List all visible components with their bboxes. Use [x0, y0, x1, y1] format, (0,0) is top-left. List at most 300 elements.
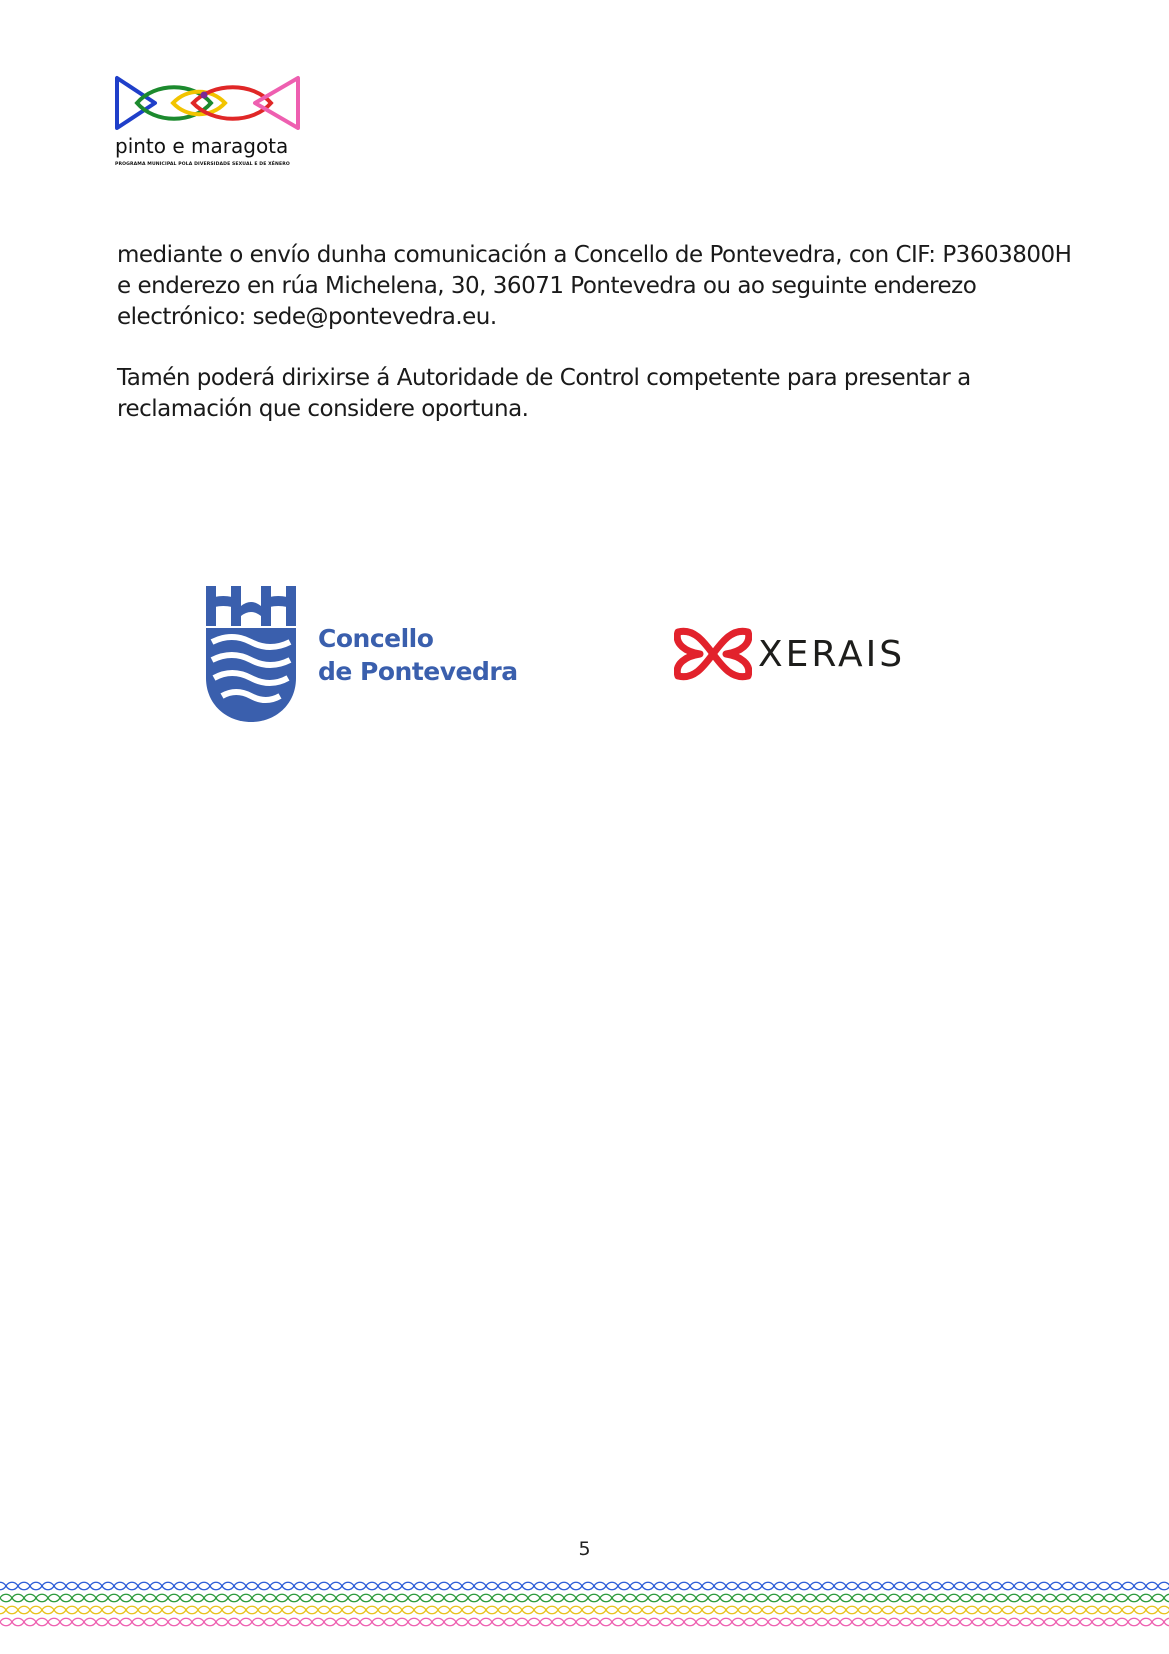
fish-border-segment — [846, 1606, 858, 1614]
fish-border-segment — [1152, 1594, 1164, 1602]
fish-border-segment — [246, 1582, 258, 1590]
fish-border-segment — [210, 1606, 222, 1614]
fish-border-segment — [576, 1594, 588, 1602]
fish-border-segment — [174, 1582, 186, 1590]
fish-border-segment — [1110, 1606, 1122, 1614]
fish-border-segment — [726, 1582, 738, 1590]
fish-border-segment — [990, 1582, 1002, 1590]
fish-border-segment — [846, 1582, 858, 1590]
fish-border-segment — [288, 1618, 300, 1626]
fish-border-segment — [516, 1618, 528, 1626]
fish-border-segment — [750, 1606, 762, 1614]
fish-border-segment — [414, 1606, 426, 1614]
fish-border-segment — [1086, 1606, 1098, 1614]
fish-border-segment — [1164, 1594, 1169, 1602]
fish-border-segment — [264, 1618, 276, 1626]
fish-border-segment — [870, 1606, 882, 1614]
fish-border-segment — [654, 1606, 666, 1614]
fish-border-segment — [1002, 1582, 1014, 1590]
fish-border-segment — [72, 1594, 84, 1602]
fish-border-segment — [462, 1582, 474, 1590]
fish-border-segment — [666, 1582, 678, 1590]
fish-border-segment — [168, 1594, 180, 1602]
fish-border-segment — [1068, 1594, 1080, 1602]
fish-border-segment — [1050, 1582, 1062, 1590]
fish-border-segment — [708, 1618, 720, 1626]
fish-border-segment — [810, 1582, 822, 1590]
fish-border-segment — [1002, 1606, 1014, 1614]
fish-border-segment — [1092, 1618, 1104, 1626]
fish-border-segment — [54, 1606, 66, 1614]
fish-border-segment — [804, 1618, 816, 1626]
fish-border-segment — [402, 1582, 414, 1590]
fish-border-segment — [678, 1606, 690, 1614]
fish-border-segment — [192, 1618, 204, 1626]
fish-border-segment — [408, 1618, 420, 1626]
fish-border-segment — [894, 1606, 906, 1614]
pinto-e-maragota-logo — [115, 74, 305, 174]
fish-border-segment — [1056, 1594, 1068, 1602]
fish-border-segment — [852, 1618, 864, 1626]
fish-border-segment — [330, 1606, 342, 1614]
paragraph-2: Tamén poderá dirixirse á Autoridade de Control competente para presentar a reclamación que considere oportuna. — [117, 365, 971, 422]
fish-border-segment — [228, 1618, 240, 1626]
fish-border-segment — [900, 1594, 912, 1602]
fish-border-segment — [1092, 1594, 1104, 1602]
fish-border-segment — [672, 1594, 684, 1602]
fish-border-segment — [246, 1606, 258, 1614]
fish-border-segment — [996, 1594, 1008, 1602]
fish-border-segment — [396, 1618, 408, 1626]
fish-border-segment — [990, 1606, 1002, 1614]
fish-border-segment — [456, 1594, 468, 1602]
fish-border-segment — [918, 1582, 930, 1590]
fish-border-segment — [426, 1606, 438, 1614]
fish-border-segment — [918, 1606, 930, 1614]
fish-border-segment — [0, 1618, 12, 1626]
fish-border-segment — [654, 1582, 666, 1590]
paragraph-1: mediante o envío dunha comunicación a Concello de Pontevedra, con CIF: P3603800H e enderezo en rúa Michelena, 30, 36071 Pontevedra ou ao seguinte enderezo electrónico: sede@pontevedra.eu. — [117, 242, 1072, 330]
fish-border-segment — [948, 1618, 960, 1626]
fish-border-segment — [420, 1594, 432, 1602]
fish-border-segment — [696, 1618, 708, 1626]
fish-border-segment — [1164, 1618, 1169, 1626]
fish-border-segment — [996, 1618, 1008, 1626]
fish-border-segment — [978, 1582, 990, 1590]
fish-border-segment — [870, 1582, 882, 1590]
fish-border-segment — [1134, 1582, 1146, 1590]
fish-border-segment — [144, 1618, 156, 1626]
fish-border-segment — [660, 1594, 672, 1602]
fish-border-segment — [114, 1606, 126, 1614]
fish-border-segment — [492, 1618, 504, 1626]
fish-border-segment — [324, 1594, 336, 1602]
fish-border-segment — [336, 1618, 348, 1626]
fish-border-segment — [702, 1582, 714, 1590]
fish-border-segment — [954, 1606, 966, 1614]
fish-border-segment — [552, 1594, 564, 1602]
fish-border-segment — [234, 1582, 246, 1590]
fish-border-segment — [0, 1606, 6, 1614]
fish-border-segment — [786, 1582, 798, 1590]
fish-border-segment — [1140, 1618, 1152, 1626]
fish-border-segment — [390, 1582, 402, 1590]
fish-border-segment — [678, 1582, 690, 1590]
fish-border-segment — [588, 1618, 600, 1626]
tower-waves-shield-icon — [206, 586, 296, 722]
fish-border-segment — [954, 1582, 966, 1590]
fish-border-segment — [546, 1606, 558, 1614]
xerais-logo — [674, 626, 964, 682]
fish-border-segment — [672, 1618, 684, 1626]
fish-border-segment — [84, 1618, 96, 1626]
xerais-name: XERAIS — [758, 634, 906, 675]
fish-border-segment — [300, 1594, 312, 1602]
fish-border-segment — [732, 1618, 744, 1626]
fish-border-segment — [240, 1618, 252, 1626]
fish-border-segment — [264, 1594, 276, 1602]
fish-border-segment — [1116, 1618, 1128, 1626]
fish-border-segment — [1104, 1594, 1116, 1602]
fish-border-segment — [630, 1582, 642, 1590]
fish-border-segment — [462, 1606, 474, 1614]
fish-border-segment — [30, 1606, 42, 1614]
fish-border-segment — [792, 1618, 804, 1626]
page-number: 5 — [578, 1538, 591, 1560]
fish-border-segment — [810, 1606, 822, 1614]
fish-border-segment — [648, 1594, 660, 1602]
fish-border-segment — [330, 1582, 342, 1590]
fish-border-segment — [1044, 1594, 1056, 1602]
fish-border-segment — [450, 1582, 462, 1590]
fish-border-segment — [414, 1582, 426, 1590]
fish-border-segment — [738, 1606, 750, 1614]
fish-border-segment — [78, 1606, 90, 1614]
three-fish-outline-logo-icon — [115, 74, 300, 132]
fish-border-segment — [540, 1618, 552, 1626]
fish-border-segment — [1122, 1582, 1134, 1590]
fish-border-segment — [834, 1582, 846, 1590]
fish-border-segment — [48, 1618, 60, 1626]
fish-border-segment — [588, 1594, 600, 1602]
fish-border-segment — [714, 1582, 726, 1590]
fish-border-segment — [204, 1594, 216, 1602]
fish-border-segment — [1116, 1594, 1128, 1602]
fish-border-segment — [348, 1618, 360, 1626]
fish-border-segment — [1152, 1618, 1164, 1626]
fish-border-segment — [786, 1606, 798, 1614]
fish-border-segment — [1104, 1618, 1116, 1626]
fish-border-segment — [1032, 1594, 1044, 1602]
fish-border-segment — [732, 1594, 744, 1602]
fish-border-segment — [444, 1618, 456, 1626]
fish-border-segment — [942, 1582, 954, 1590]
fish-border-segment — [840, 1594, 852, 1602]
fish-border-segment — [528, 1594, 540, 1602]
fish-border-segment — [390, 1606, 402, 1614]
fish-border-segment — [204, 1618, 216, 1626]
concello-line-2: de Pontevedra — [318, 657, 518, 686]
fish-border-segment — [126, 1606, 138, 1614]
fish-border-segment — [84, 1594, 96, 1602]
fish-border-segment — [852, 1594, 864, 1602]
fish-border-segment — [318, 1606, 330, 1614]
fish-border-segment — [276, 1618, 288, 1626]
fish-border-segment — [1146, 1582, 1158, 1590]
fish-border-segment — [540, 1594, 552, 1602]
fish-border-segment — [186, 1606, 198, 1614]
fish-border-segment — [114, 1582, 126, 1590]
fish-border-segment — [864, 1594, 876, 1602]
fish-border-segment — [174, 1606, 186, 1614]
fish-border-segment — [798, 1582, 810, 1590]
fish-border-segment — [738, 1582, 750, 1590]
fish-border-segment — [582, 1606, 594, 1614]
fish-border-segment — [438, 1606, 450, 1614]
fish-border-segment — [504, 1594, 516, 1602]
fish-border-segment — [252, 1594, 264, 1602]
fish-border-segment — [36, 1618, 48, 1626]
fish-border-segment — [360, 1594, 372, 1602]
fish-border-segment — [726, 1606, 738, 1614]
fish-border-segment — [384, 1618, 396, 1626]
fish-border-segment — [822, 1582, 834, 1590]
fish-border-segment — [1050, 1606, 1062, 1614]
fish-border-segment — [1098, 1582, 1110, 1590]
fish-border-segment — [1158, 1582, 1169, 1590]
fish-border-segment — [684, 1594, 696, 1602]
fish-border-segment — [930, 1582, 942, 1590]
fish-border-segment — [150, 1582, 162, 1590]
fish-border-segment — [882, 1606, 894, 1614]
fish-border-segment — [1008, 1618, 1020, 1626]
fish-border-segment — [138, 1606, 150, 1614]
fish-border-segment — [66, 1606, 78, 1614]
rainbow-fish-border — [0, 1580, 1169, 1632]
fish-border-segment — [708, 1594, 720, 1602]
fish-border-segment — [378, 1606, 390, 1614]
fish-border-segment — [270, 1606, 282, 1614]
fish-border-segment — [1056, 1618, 1068, 1626]
fish-border-segment — [486, 1606, 498, 1614]
fish-border-segment — [504, 1618, 516, 1626]
fish-border-segment — [1146, 1606, 1158, 1614]
fish-border-segment — [624, 1618, 636, 1626]
fish-border-segment — [906, 1582, 918, 1590]
fish-border-segment — [690, 1582, 702, 1590]
fish-border-segment — [366, 1582, 378, 1590]
fish-border-segment — [528, 1618, 540, 1626]
fish-border-segment — [1038, 1582, 1050, 1590]
fish-border-segment — [252, 1618, 264, 1626]
fish-border-segment — [702, 1606, 714, 1614]
fish-border-segment — [642, 1606, 654, 1614]
fish-border-segment — [216, 1618, 228, 1626]
fish-border-segment — [96, 1594, 108, 1602]
fish-border-segment — [426, 1582, 438, 1590]
concello-de-pontevedra-logo — [206, 586, 546, 722]
red-knot-icon — [674, 626, 752, 682]
fish-border-segment — [24, 1594, 36, 1602]
fish-border-segment — [348, 1594, 360, 1602]
fish-border-segment — [132, 1618, 144, 1626]
fish-border-segment — [372, 1594, 384, 1602]
fish-border-segment — [1044, 1618, 1056, 1626]
fish-border-segment — [96, 1618, 108, 1626]
fish-border-segment — [342, 1606, 354, 1614]
fish-border-segment — [780, 1594, 792, 1602]
fish-border-segment — [162, 1606, 174, 1614]
fish-border-segment — [930, 1606, 942, 1614]
fish-border-segment — [18, 1606, 30, 1614]
fish-border-segment — [666, 1606, 678, 1614]
fish-border-segment — [780, 1618, 792, 1626]
fish-border-segment — [0, 1594, 12, 1602]
fish-border-segment — [6, 1606, 18, 1614]
fish-border-segment — [612, 1594, 624, 1602]
fish-border-segment — [630, 1606, 642, 1614]
fish-border-segment — [744, 1594, 756, 1602]
fish-border-segment — [570, 1606, 582, 1614]
fish-border-segment — [420, 1618, 432, 1626]
fish-border-segment — [858, 1582, 870, 1590]
fish-border-segment — [594, 1582, 606, 1590]
fish-border-segment — [234, 1606, 246, 1614]
fish-border-segment — [402, 1606, 414, 1614]
fish-border-segment — [606, 1582, 618, 1590]
fish-border-segment — [24, 1618, 36, 1626]
fish-border-segment — [1128, 1618, 1140, 1626]
fish-border-segment — [756, 1594, 768, 1602]
fish-border-segment — [198, 1606, 210, 1614]
fish-border-segment — [1068, 1618, 1080, 1626]
fish-border-segment — [756, 1618, 768, 1626]
fish-border-segment — [966, 1582, 978, 1590]
fish-border-segment — [102, 1582, 114, 1590]
fish-border-segment — [366, 1606, 378, 1614]
concello-line-1: Concello — [318, 624, 434, 653]
fish-border-segment — [12, 1618, 24, 1626]
fish-border-segment — [30, 1582, 42, 1590]
fish-border-segment — [126, 1582, 138, 1590]
fish-border-segment — [66, 1582, 78, 1590]
fish-border-segment — [378, 1582, 390, 1590]
fish-border-segment — [288, 1594, 300, 1602]
fish-border-segment — [564, 1594, 576, 1602]
fish-border-pattern-icon — [0, 1580, 1169, 1632]
fish-border-segment — [840, 1618, 852, 1626]
fish-border-segment — [12, 1594, 24, 1602]
fish-border-segment — [480, 1594, 492, 1602]
fish-border-segment — [228, 1594, 240, 1602]
fish-border-segment — [804, 1594, 816, 1602]
fish-border-segment — [1122, 1606, 1134, 1614]
fish-border-segment — [1074, 1606, 1086, 1614]
fish-border-segment — [552, 1618, 564, 1626]
fish-border-segment — [1062, 1606, 1074, 1614]
fish-border-segment — [618, 1582, 630, 1590]
fish-border-segment — [522, 1582, 534, 1590]
fish-border-segment — [1158, 1606, 1169, 1614]
fish-border-segment — [60, 1618, 72, 1626]
fish-border-segment — [306, 1606, 318, 1614]
fish-border-segment — [510, 1582, 522, 1590]
fish-border-segment — [834, 1606, 846, 1614]
fish-border-segment — [6, 1582, 18, 1590]
fish-border-segment — [396, 1594, 408, 1602]
fish-border-segment — [744, 1618, 756, 1626]
fish-border-segment — [636, 1594, 648, 1602]
fish-border-segment — [474, 1582, 486, 1590]
fish-border-segment — [762, 1606, 774, 1614]
fish-border-segment — [912, 1594, 924, 1602]
fish-border-segment — [936, 1618, 948, 1626]
fish-border-segment — [1062, 1582, 1074, 1590]
fish-border-segment — [294, 1606, 306, 1614]
fish-border-segment — [486, 1582, 498, 1590]
fish-border-segment — [60, 1594, 72, 1602]
fish-border-segment — [432, 1594, 444, 1602]
fish-border-segment — [108, 1594, 120, 1602]
fish-border-segment — [408, 1594, 420, 1602]
fish-border-segment — [150, 1606, 162, 1614]
fish-border-segment — [510, 1606, 522, 1614]
fish-border-segment — [984, 1618, 996, 1626]
fish-border-segment — [636, 1618, 648, 1626]
fish-border-segment — [132, 1594, 144, 1602]
fish-border-segment — [618, 1606, 630, 1614]
fish-border-segment — [522, 1606, 534, 1614]
fish-border-segment — [924, 1594, 936, 1602]
fish-border-segment — [774, 1582, 786, 1590]
fish-border-segment — [876, 1618, 888, 1626]
fish-border-segment — [42, 1606, 54, 1614]
fish-border-segment — [156, 1594, 168, 1602]
fish-border-segment — [534, 1606, 546, 1614]
fish-border-segment — [822, 1606, 834, 1614]
fish-border-segment — [576, 1618, 588, 1626]
fish-border-segment — [306, 1582, 318, 1590]
fish-border-segment — [456, 1618, 468, 1626]
fish-border-segment — [210, 1582, 222, 1590]
fish-border-segment — [0, 1582, 6, 1590]
fish-border-segment — [276, 1594, 288, 1602]
fish-border-segment — [1026, 1582, 1038, 1590]
fish-border-segment — [1020, 1594, 1032, 1602]
fish-border-segment — [558, 1582, 570, 1590]
fish-border-segment — [894, 1582, 906, 1590]
fish-border-segment — [300, 1618, 312, 1626]
fish-border-segment — [144, 1594, 156, 1602]
fish-border-segment — [180, 1618, 192, 1626]
fish-border-segment — [186, 1582, 198, 1590]
fish-border-segment — [156, 1618, 168, 1626]
fish-border-segment — [864, 1618, 876, 1626]
fish-border-segment — [78, 1582, 90, 1590]
fish-border-segment — [354, 1606, 366, 1614]
fish-border-segment — [1032, 1618, 1044, 1626]
fish-border-segment — [924, 1618, 936, 1626]
fish-border-segment — [180, 1594, 192, 1602]
fish-border-segment — [108, 1618, 120, 1626]
fish-border-segment — [648, 1618, 660, 1626]
fish-border-segment — [600, 1618, 612, 1626]
fish-border-segment — [984, 1594, 996, 1602]
fish-border-segment — [1128, 1594, 1140, 1602]
fish-border-segment — [966, 1606, 978, 1614]
fish-border-segment — [468, 1594, 480, 1602]
fish-border-segment — [942, 1606, 954, 1614]
